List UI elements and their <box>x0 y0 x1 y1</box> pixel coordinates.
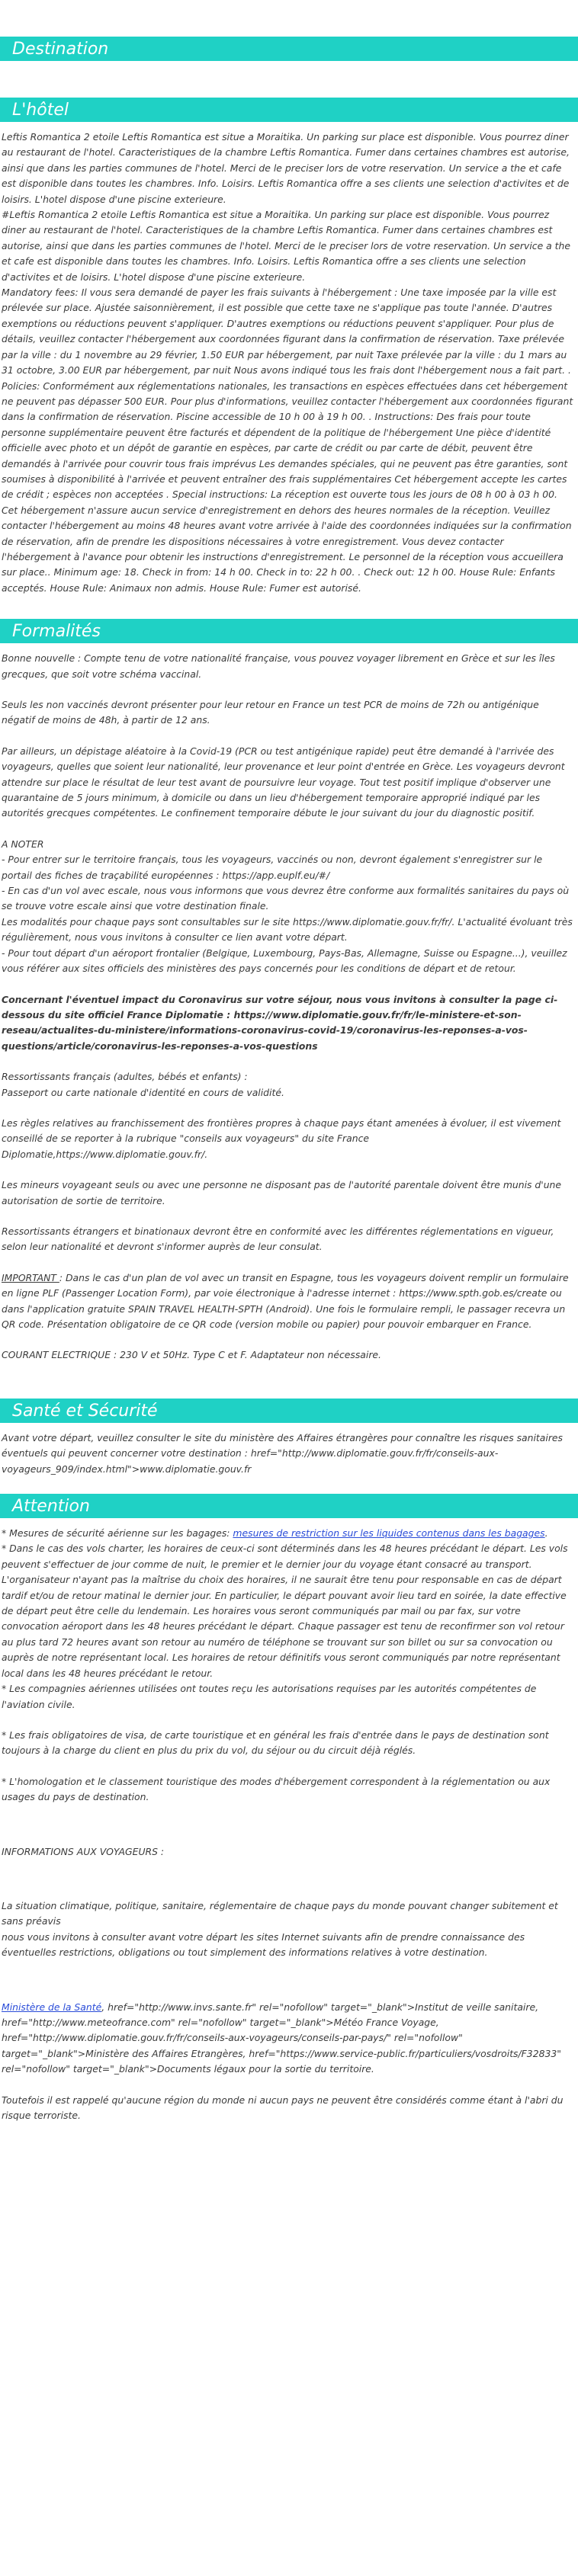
charter-notice: * Dans le cas des vols charter, les horaires de ceux-ci sont déterminés dans les 48 heures précédant le départ. Les vols peuvent s'effectuer de jour comme de nuit, le premier et le dernier jour du voyage étant consacré au transport. L'organisateur n'ayant pas la maîtrise du choix des horaires, il ne saurait être tenu pour responsable en cas de départ tardif et/ou de retour matinal le dernier jour. En particulier, le départ pouvant avoir lieu tard en soirée, la date effective de départ peut être celle du lendemain. Les horaires vous seront communiqués par mail ou par fax, sur votre convocation aéroport dans les 48 heures précédant le départ. Chaque passager est tenu de reconfirmer son vol retour au plus tard 72 heures avant son retour au numéro de téléphone se trouvant sur son billet ou sur sa convocation ou auprès de notre représentant local. Les horaires de retour définitifs vous seront communiqués par notre représentant local dans les 48 heures précédant le retour. <box>2 1543 568 1679</box>
section-header-destination <box>0 37 578 61</box>
a-noter-item: - En cas d'un vol avec escale, nous vous informons que vous devrez être conforme aux formalités sanitaires du pays où se trouve votre escale ainsi que votre destination finale. <box>2 885 570 912</box>
section-header-sante <box>0 1399 578 1423</box>
etrangers-notice: Ressortissants étrangers et binationaux devront être en conformité avec les différentes réglementations en vigueur, selon leur nationalité et devront s'informer auprès de leur consulat. <box>2 1225 554 1253</box>
section-title: Attention <box>12 1497 90 1517</box>
hotel-description <box>0 130 578 596</box>
section-title: Santé et Sécurité <box>12 1401 158 1421</box>
important-notice <box>2 1270 575 1333</box>
bagages-notice <box>2 1526 575 1541</box>
ministere-sante-link[interactable]: Ministère de la Santé <box>2 2001 102 2013</box>
a-noter-title: A NOTER <box>2 838 44 850</box>
homologation-notice: * L'homologation et le classement touristique des modes d'hébergement correspondent à la réglementation ou aux usages du pays de destination. <box>2 1775 551 1803</box>
important-label: IMPORTANT <box>2 1271 59 1283</box>
bagages-prefix: * Mesures de sécurité aérienne sur les bagages: <box>2 1527 233 1540</box>
hotel-paragraph: Leftis Romantica 2 etoile Leftis Romantica est situe a Moraitika. Un parking sur place est disponible. Vous pourrez diner au restaurant de l'hotel. Caracteristiques de la chambre Leftis Romantica. Fumer dans certaines chambres est autorise, ainsi que dans les parties communes de l'hotel. Merci de le preciser lors de votre reservation. Un service a the et cafe est disponible dans toutes les chambres. Info. Loisirs. Leftis Romantica offre a ses clients une selection d'activites et de loisirs. L'hotel dispose d'une piscine exterieure. <box>2 131 570 205</box>
terrorisme-notice: Toutefois il est rappelé qu'aucune région du monde ni aucun pays ne peuvent être considérés comme étant à l'abri du risque terroriste. <box>2 2094 564 2121</box>
sante-text: Avant votre départ, veuillez consulter le site du ministère des Affaires étrangères pour connaître les risques sanitaires éventuels qui peuvent concerner votre destination : href="http://www.diplomatie.gouv.fr/fr/conseils-aux-voyageurs_909/index.html">www.diplomatie.gouv.fr <box>2 1431 563 1475</box>
situation-text: La situation climatique, politique, sanitaire, réglementaire de chaque pays du monde pouvant changer subitement et sans préavis <box>2 1899 558 1927</box>
formalites-intro: Bonne nouvelle : Compte tenu de votre nationalité française, vous pouvez voyager librement en Grèce et sur les îles grecques, que soit votre schéma vaccinal. <box>2 652 555 680</box>
liens-utiles-text: , href="http://www.invs.sante.fr" rel="nofollow" target="_blank">Institut de veille sanitaire, href="http://www.meteofrance.com" rel="nofollow" target="_blank">Météo France Voyage, href="http://www.diplomatie.gouv.fr/fr/conseils-aux-voyageurs/conseils-par-pays/" rel="nofollow" target="_blank">Ministère des Affaires Etrangères, href="https://www.service-public.fr/particuliers/vosdroits/F32833" rel="nofollow" target="_blank">Documents légaux pour la sortie du territoire. <box>2 2001 561 2075</box>
section-header-hotel <box>0 98 578 122</box>
compagnies-notice: * Les compagnies aériennes utilisées ont toutes reçu les autorisations requises par les autorités compétentes de l'aviation civile. <box>2 1683 537 1710</box>
informations-voyageurs-title: INFORMATIONS AUX VOYAGEURS : <box>2 1845 165 1857</box>
section-title: Formalités <box>12 622 101 642</box>
section-title: L'hôtel <box>12 101 69 120</box>
liquides-restriction-link[interactable]: mesures de restriction sur les liquides contenus dans les bagages <box>233 1527 545 1540</box>
coronavirus-notice: Concernant l'éventuel impact du Coronavirus sur votre séjour, nous vous invitons à consulter la page ci-dessous du site officiel France Diplomatie : https://www.diplomatie.gouv.fr/fr/le-ministere-et-son-reseau/actualites-du-ministere/informations-coronavirus-covid-19/coronavirus-les-reponses-a-vos-questions/article/coronavirus-les-reponses-a-vos-questions <box>2 993 558 1052</box>
formalites-content <box>0 651 578 1363</box>
a-noter-item: - Pour tout départ d'un aéroport frontalier (Belgique, Luxembourg, Pays-Bas, Allemagne, Suisse ou Espagne...), veuillez vous référer aux sites officiels des ministères des pays concernés pour les conditions de départ et de retour. <box>2 947 567 975</box>
frais-notice: * Les frais obligatoires de visa, de carte touristique et en général les frais d'entrée dans le pays de destination sont toujours à la charge du client en plus du prix du vol, du séjour ou du circuit déjà réglés. <box>2 1729 549 1757</box>
ressortissants-label: Ressortissants français (adultes, bébés et enfants) : <box>2 1071 248 1083</box>
courant-electrique: COURANT ELECTRIQUE : 230 V et 50Hz. Type C et F. Adaptateur non nécessaire. <box>2 1349 381 1361</box>
ressortissants-docs: Passeport ou carte nationale d'identité en cours de validité. <box>2 1086 284 1098</box>
a-noter-item: Les modalités pour chaque pays sont consultables sur le site https://www.diplomatie.gouv.fr/fr/. L'actualité évoluant très régulièrement, nous vous invitons à consulter ce lien avant votre départ. <box>2 915 573 944</box>
important-text: : Dans le cas d'un plan de vol avec un transit en Espagne, tous les voyageurs doivent remplir un formulaire en ligne PLF (Passenger Location Form), par voie électronique à l'adresse internet : https://www.spth.gob.es/create ou dans l'application gratuite SPAIN TRAVEL HEALTH-SPTH (Android). Une fois le formulaire rempli, le passager recevra un QR code. Présentation obligatoire de ce QR code (version mobile ou papier) pour pouvoir embarquer en France. <box>2 1271 569 1330</box>
liens-utiles <box>2 2000 575 2078</box>
section-header-formalites <box>0 619 578 643</box>
a-noter-item: - Pour entrer sur le territoire français, tous les voyageurs, vaccinés ou non, devront également s'enregistrer sur le portail des fiches de traçabilité européennes : https://app.euplf.eu/#/ <box>2 854 543 881</box>
hotel-paragraph: #Leftis Romantica 2 etoile Leftis Romantica est situe a Moraitika. Un parking sur place est disponible. Vous pourrez diner au restaurant de l'hotel. Caracteristiques de la chambre Leftis Romantica. Fumer dans certaines chambres est autorise, ainsi que dans les parties communes de l'hotel. Merci de le preciser lors de votre reservation. Un service a the et cafe est disponible dans toutes les chambres. Info. Loisirs. Leftis Romantica offre a ses clients une selection d'activites et de loisirs. L'hotel dispose d'une piscine exterieure. <box>2 209 571 283</box>
section-title: Destination <box>12 40 109 59</box>
sante-content <box>0 1431 578 1477</box>
formalites-depistage: Par ailleurs, un dépistage aléatoire à la Covid-19 (PCR ou test antigénique rapide) peut être demandé à l'arrivée des voyageurs, quelles que soient leur nationalité, leur provenance et leur point d'entrée en Grèce. Les voyageurs devront attendre sur place le résultat de leur test avant de poursuivre leur voyage. Tout test positif implique d'observer une quarantaine de 5 jours minimum, à domicile ou dans un lieu d'hébergement temporaire approprié indiqué par les autorités grecques compétentes. Le confinement temporaire débute le jour suivant du jour du diagnostic positif. <box>2 745 565 819</box>
bagages-suffix: . <box>544 1527 548 1540</box>
situation-text: nous vous invitons à consulter avant votre départ les sites Internet suivants afin de prendre connaissance des éventuelles restrictions, obligations ou tout simplement des informations relatives à votre destination. <box>2 1930 525 1959</box>
regles-frontieres: Les règles relatives au franchissement des frontières propres à chaque pays étant amenées à évoluer, il est vivement conseillé de se reporter à la rubrique "conseils aux voyageurs" du site France Diplomatie,https://www.diplomatie.gouv.fr/. <box>2 1117 561 1160</box>
section-header-attention <box>0 1494 578 1518</box>
mineurs-notice: Les mineurs voyageant seuls ou avec une personne ne disposant pas de l'autorité parentale doivent être munis d'une autorisation de sortie de territoire. <box>2 1179 562 1206</box>
hotel-policies: Mandatory fees: Il vous sera demandé de payer les frais suivants à l'hébergement : Une taxe imposée par la ville est prélevée sur place. Ajustée saisonnièrement, il est possible que cette taxe ne s'applique pas toute l'année. D'autres exemptions ou réductions peuvent s'appliquer. D'autres exemptions ou réductions peuvent s'appliquer. Pour plus de détails, veuillez contacter l'hébergement aux coordonnées figurant dans la confirmation de réservation. Taxe prélevée par la ville : du 1 novembre au 29 février, 1.50 EUR par hébergement, par nuit Taxe prélevée par la ville : du 1 mars au 31 octobre, 3.00 EUR par hébergement, par nuit Nous avons indiqué tous les frais dont l'hébergement nous a fait part. . Policies: Conformément aux réglementations nationales, les transactions en espèces effectuées dans cet hébergement ne peuvent pas dépasser 500 EUR. Pour plus d'informations, veuillez contacter l'hébergement aux coordonnées figurant dans la confirmation de réservation. Piscine accessible de 10 h 00 à 19 h 00. . Instructions: Des frais pour toute personne supplémentaire peuvent être facturés et dépendent de la politique de l'hébergement Une pièce d'identité officielle avec photo et un dépôt de garantie en espèces, par carte de crédit ou par carte de débit, peuvent être demandés à l'arrivée pour couvrir tous frais imprévus Les demandes spéciales, qui ne peuvent pas être garanties, sont soumises à disponibilité à l'arrivée et peuvent entraîner des frais supplémentaires Cet hébergement accepte les cartes de crédit ; espèces non acceptées . Special instructions: La réception est ouverte tous les jours de 08 h 00 à 03 h 00. Cet hébergement n'assure aucun service d'enregistrement en dehors des heures normales de la réception. Veuillez contacter l'hébergement au moins 48 heures avant votre arrivée à l'aide des coordonnées indiquées sur la confirmation de réservation, afin de prendre les dispositions nécessaires à votre enregistrement. Vous devez contacter l'hébergement à l'avance pour obtenir les instructions d'enregistrement. Le personnel de la réception vous accueillera sur place.. Minimum age: 18. Check in from: 14 h 00. Check in to: 22 h 00. . Check out: 12 h 00. House Rule: Enfants acceptés. House Rule: Animaux non admis. House Rule: Fumer est autorisé. <box>2 287 573 594</box>
formalites-non-vaccines: Seuls les non vaccinés devront présenter pour leur retour en France un test PCR de moins de 72h ou antigénique négatif de moins de 48h, à partir de 12 ans. <box>2 699 539 726</box>
attention-content <box>0 1526 578 2123</box>
